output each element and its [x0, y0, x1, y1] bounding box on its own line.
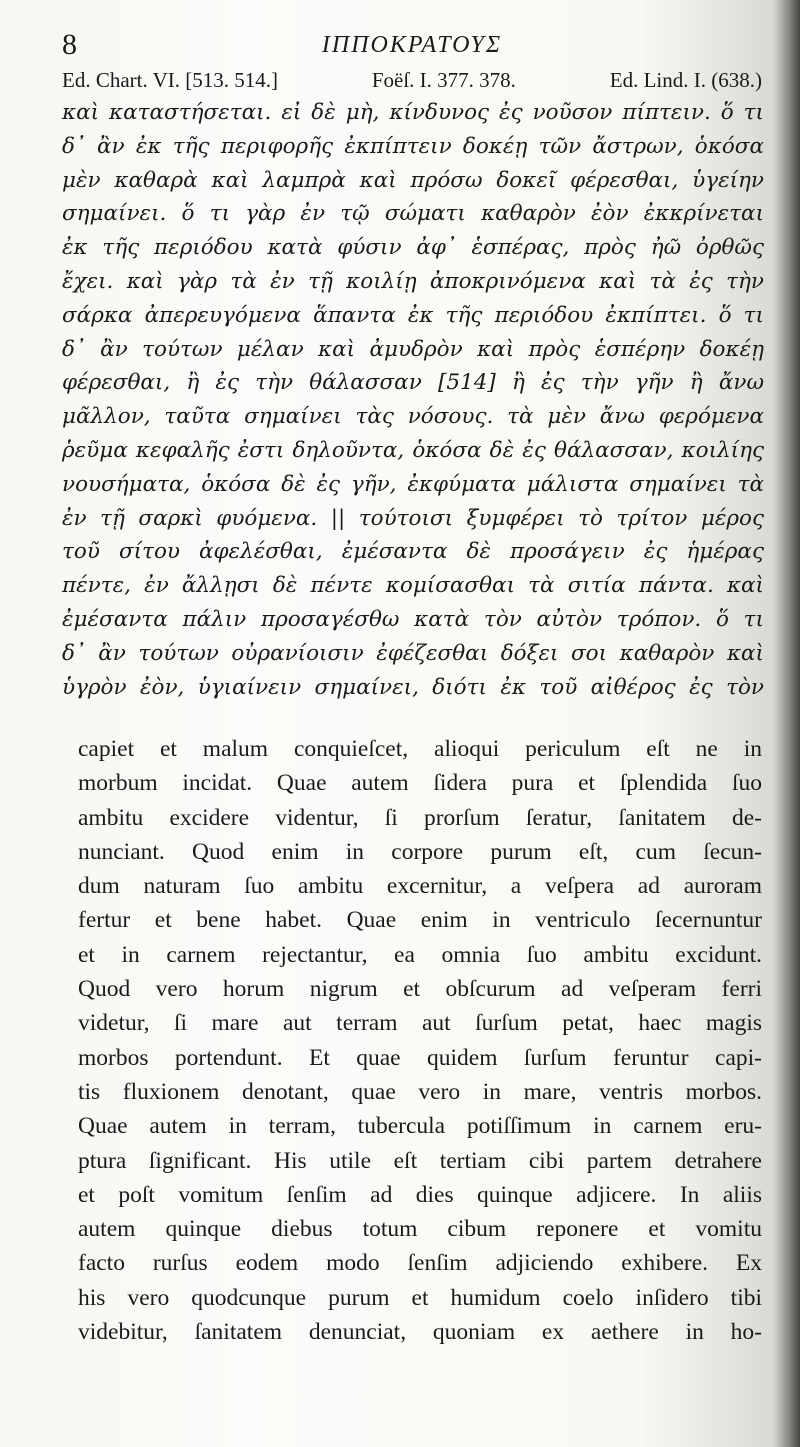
greek-text-line: ὑγρὸν ἐὸν, ὑγιαίνειν σημαίνει, διότι ἐκ τοῦ αἰθέρος ἐς τὸν [62, 674, 764, 700]
page-header [62, 28, 762, 68]
greek-text-line: ἐμέσαντα πάλιν προσαγέσθω κατὰ τὸν αὐτὸν τρόπον. ὅ τι [62, 606, 764, 632]
greek-text-line: φέρεσθαι, ἢ ἐς τὴν θάλασσαν [514] ἢ ἐς τὴν γῆν ἢ ἄνω [62, 370, 764, 396]
page-number: 8 [62, 28, 77, 61]
greek-text-line: πέντε, ἐν ἄλλῃσι δὲ πέντε κομίσασθαι τὰ σιτία πάντα. καὶ [62, 573, 764, 599]
latin-text-line: ptura ſignificant. His utile eſt tertiam cibi partem detrahere [78, 1147, 762, 1174]
latin-text-line: fertur et bene habet. Quae enim in ventriculo ſecernuntur [78, 907, 762, 934]
greek-text-line: μᾶλλον, ταῦτα σημαίνει τὰς νόσους. τὰ μὲν ἄνω φερόμενα [62, 404, 764, 430]
latin-text-line: ambitu excidere videntur, ſi prorſum ſeratur, ſanitatem de- [78, 804, 762, 831]
greek-text-line: ἐκ τῆς περιόδου κατὰ φύσιν ἀφ᾿ ἑσπέρας, πρὸς ἠῶ ὀρθῶς [62, 235, 764, 261]
latin-text-line: videbitur, ſanitatem denunciat, quoniam ex aethere in ho- [78, 1319, 762, 1346]
latin-text-line: Quae autem in terram, tubercula potiſſimum in carnem eru- [78, 1113, 762, 1140]
greek-text-line: δ᾿ ἂν ἐκ τῆς περιφορῆς ἐκπίπτειν δοκέῃ τῶν ἄστρων, ὁκόσα [62, 133, 764, 159]
latin-text-line: et poſt vomitum ſenſim ad dies quinque adjicere. In aliis [78, 1181, 762, 1208]
running-title: ΙΠΠΟΚΡΑΤΟΥΣ [321, 32, 503, 58]
latin-text-line: morbos portendunt. Et quae quidem ſurſum feruntur capi- [78, 1044, 762, 1071]
greek-text-line: καὶ καταστήσεται. εἰ δὲ μὴ, κίνδυνος ἐς νοῦσον πίπτειν. ὅ τι [62, 100, 764, 125]
latin-text-line: his vero quodcunque purum et humidum coelo inſidero tibi [78, 1284, 762, 1311]
greek-text-line: δ᾿ ἂν τούτων μέλαν καὶ ἀμυδρὸν καὶ πρὸς ἑσπέρην δοκέῃ [62, 336, 764, 362]
edition-lind-ref: Ed. Lind. I. (638.) [609, 68, 762, 92]
latin-text-line: facto rurſus eodem modo ſenſim adjiciendo exhibere. Ex [78, 1250, 762, 1277]
greek-text-block [62, 96, 764, 704]
latin-text-line: morbum incidat. Quae autem ſidera pura et ſplendida ſuo [78, 770, 762, 797]
page-gutter-shadow [772, 0, 800, 1447]
latin-text-line: et in carnem rejectantur, ea omnia ſuo ambitu excidunt. [78, 941, 762, 968]
greek-text-line: σάρκα ἀπερευγόμενα ἅπαντα ἐκ τῆς περιόδου ἐκπίπτει. ὅ τι [62, 302, 764, 328]
edition-foes-ref: Foëſ. I. 377. 378. [371, 68, 516, 92]
greek-text-line: σημαίνει. ὅ τι γὰρ ἐν τῷ σώματι καθαρὸν ἐὸν ἐκκρίνεται [62, 201, 764, 227]
latin-text-line: tis fluxionem denotant, quae vero in mare, ventris morbos. [78, 1078, 762, 1105]
greek-text-line: νουσήματα, ὁκόσα δὲ ἐς γῆν, ἐκφύματα μάλιστα σημαίνει τὰ [62, 471, 764, 497]
greek-text-line: τοῦ σίτου ἀφελέσθαι, ἐμέσαντα δὲ προσάγειν ἐς ἡμέρας [62, 539, 764, 565]
latin-text-line: dum naturam ſuo ambitu excernitur, a veſpera ad auroram [78, 873, 762, 900]
latin-translation-block [78, 732, 762, 1349]
latin-text-line: nunciant. Quod enim in corpore purum eſt, cum ſecun- [78, 838, 762, 865]
greek-text-line: ῥεῦμα κεφαλῆς ἐστι δηλοῦντα, ὁκόσα δὲ ἐς θάλασσαν, κοιλίης [62, 437, 764, 463]
edition-chart-ref: Ed. Chart. VI. [513. 514.] [62, 68, 278, 92]
greek-text-line: δ᾿ ἂν τούτων οὐρανίοισιν ἐφέζεσθαι δόξει σοι καθαρὸν καὶ [62, 640, 764, 666]
latin-text-line: capiet et malum conquieſcet, alioqui periculum eſt ne in [78, 736, 762, 762]
latin-text-line: videtur, ſi mare aut terram aut ſurſum petat, haec magis [78, 1010, 762, 1037]
latin-text-line: Quod vero horum nigrum et obſcurum ad veſperam ferri [78, 976, 762, 1003]
latin-text-line: autem quinque diebus totum cibum reponere et vomitu [78, 1216, 762, 1243]
greek-text-line: ἔχει. καὶ γὰρ τὰ ἐν τῇ κοιλίῃ ἀποκρινόμενα καὶ τὰ ἐς τὴν [62, 268, 764, 294]
greek-text-line: ἐν τῇ σαρκὶ φυόμενα. || τούτοισι ξυμφέρει τὸ τρίτον μέρος [62, 505, 764, 531]
greek-text-line: μὲν καθαρὰ καὶ λαμπρὰ καὶ πρόσω δοκεῖ φέρεσθαι, ὑγείην [62, 167, 764, 193]
edition-reference-line [62, 68, 762, 93]
